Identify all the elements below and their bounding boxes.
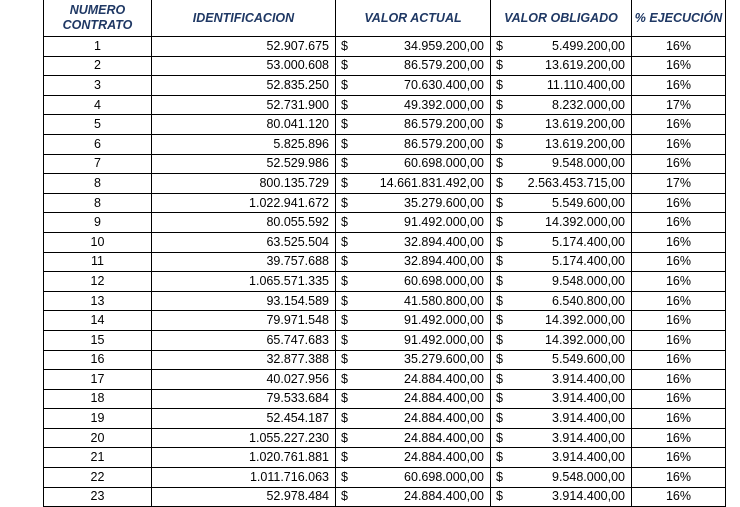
cell-valor-obligado-amount: 9.548.000,00: [552, 156, 625, 171]
cell-valor-actual-amount: 32.894.400,00: [404, 234, 484, 249]
cell-valor-obligado: [491, 448, 632, 468]
cell-valor-obligado-amount: 3.914.400,00: [552, 391, 625, 406]
cell-ejecucion: 16%: [632, 56, 726, 76]
header-identificacion: IDENTIFICACION: [152, 0, 336, 37]
cell-ejecucion: 16%: [632, 370, 726, 390]
currency-symbol: $: [496, 136, 503, 151]
cell-valor-obligado: [491, 291, 632, 311]
cell-valor-obligado: [491, 232, 632, 252]
cell-numero-contrato: 13: [44, 291, 152, 311]
cell-valor-actual: [336, 174, 491, 194]
currency-symbol: $: [496, 293, 503, 308]
header-ejecucion: % EJECUCIÓN: [632, 0, 726, 37]
cell-ejecucion: 17%: [632, 95, 726, 115]
currency-symbol: $: [341, 411, 348, 426]
currency-symbol: $: [496, 215, 503, 230]
cell-identificacion: 52.907.675: [152, 37, 336, 57]
cell-identificacion: 65.747.683: [152, 330, 336, 350]
cell-numero-contrato: 20: [44, 428, 152, 448]
cell-valor-actual-amount: 70.630.400,00: [404, 77, 484, 92]
currency-symbol: $: [341, 234, 348, 249]
currency-symbol: $: [341, 273, 348, 288]
cell-ejecucion: 16%: [632, 291, 726, 311]
table-row: [44, 389, 726, 409]
table-row: [44, 311, 726, 331]
currency-symbol: $: [496, 156, 503, 171]
currency-symbol: $: [496, 411, 503, 426]
currency-symbol: $: [341, 293, 348, 308]
cell-identificacion: 1.022.941.672: [152, 193, 336, 213]
cell-valor-obligado: [491, 428, 632, 448]
currency-symbol: $: [341, 117, 348, 132]
cell-valor-actual: [336, 76, 491, 96]
table-row: [44, 154, 726, 174]
table-row: [44, 232, 726, 252]
cell-valor-actual: [336, 448, 491, 468]
currency-symbol: $: [341, 215, 348, 230]
cell-valor-actual: [336, 291, 491, 311]
cell-numero-contrato: 15: [44, 330, 152, 350]
cell-valor-actual: [336, 272, 491, 292]
cell-numero-contrato: 3: [44, 76, 152, 96]
currency-symbol: $: [496, 195, 503, 210]
cell-valor-obligado-amount: 6.540.800,00: [552, 293, 625, 308]
cell-valor-obligado-amount: 2.563.453.715,00: [527, 175, 625, 190]
table-row: [44, 291, 726, 311]
table-row: [44, 370, 726, 390]
table-row: [44, 37, 726, 57]
currency-symbol: $: [341, 489, 348, 504]
currency-symbol: $: [496, 38, 503, 53]
cell-valor-actual: [336, 252, 491, 272]
cell-valor-actual: [336, 213, 491, 233]
cell-identificacion: 79.533.684: [152, 389, 336, 409]
cell-valor-obligado: [491, 115, 632, 135]
cell-ejecucion: 16%: [632, 134, 726, 154]
currency-symbol: $: [341, 195, 348, 210]
cell-valor-obligado: [491, 311, 632, 331]
cell-valor-obligado: [491, 56, 632, 76]
cell-identificacion: 53.000.608: [152, 56, 336, 76]
currency-symbol: $: [496, 430, 503, 445]
cell-ejecucion: 16%: [632, 350, 726, 370]
table-row: [44, 115, 726, 135]
currency-symbol: $: [496, 234, 503, 249]
cell-valor-obligado-amount: 3.914.400,00: [552, 371, 625, 386]
currency-symbol: $: [341, 58, 348, 73]
cell-identificacion: 1.065.571.335: [152, 272, 336, 292]
cell-valor-actual: [336, 350, 491, 370]
table-row: [44, 428, 726, 448]
cell-valor-obligado: [491, 174, 632, 194]
cell-numero-contrato: 10: [44, 232, 152, 252]
cell-ejecucion: 16%: [632, 213, 726, 233]
cell-numero-contrato: 5: [44, 115, 152, 135]
currency-symbol: $: [496, 391, 503, 406]
cell-valor-actual: [336, 428, 491, 448]
cell-valor-actual-amount: 32.894.400,00: [404, 254, 484, 269]
cell-numero-contrato: 1: [44, 37, 152, 57]
cell-valor-actual-amount: 49.392.000,00: [404, 97, 484, 112]
cell-identificacion: 32.877.388: [152, 350, 336, 370]
cell-valor-obligado-amount: 5.549.600,00: [552, 352, 625, 367]
currency-symbol: $: [496, 469, 503, 484]
cell-numero-contrato: 2: [44, 56, 152, 76]
cell-ejecucion: 16%: [632, 468, 726, 488]
cell-ejecucion: 16%: [632, 154, 726, 174]
cell-numero-contrato: 22: [44, 468, 152, 488]
cell-valor-actual-amount: 14.661.831.492,00: [379, 175, 484, 190]
cell-valor-obligado-amount: 13.619.200,00: [545, 136, 625, 151]
cell-valor-obligado: [491, 252, 632, 272]
cell-valor-obligado-amount: 11.110.400,00: [546, 77, 625, 92]
currency-symbol: $: [496, 489, 503, 504]
currency-symbol: $: [496, 77, 503, 92]
cell-valor-obligado: [491, 76, 632, 96]
cell-identificacion: 39.757.688: [152, 252, 336, 272]
cell-valor-actual: [336, 115, 491, 135]
cell-numero-contrato: 11: [44, 252, 152, 272]
cell-identificacion: 52.731.900: [152, 95, 336, 115]
currency-symbol: $: [341, 97, 348, 112]
currency-symbol: $: [341, 430, 348, 445]
table-row: [44, 448, 726, 468]
cell-valor-obligado-amount: 5.499.200,00: [552, 38, 625, 53]
currency-symbol: $: [341, 38, 348, 53]
cell-numero-contrato: 6: [44, 134, 152, 154]
currency-symbol: $: [341, 313, 348, 328]
cell-valor-actual-amount: 24.884.400,00: [404, 450, 484, 465]
cell-identificacion: 52.978.484: [152, 487, 336, 507]
cell-valor-obligado-amount: 13.619.200,00: [545, 117, 625, 132]
cell-numero-contrato: 9: [44, 213, 152, 233]
cell-numero-contrato: 21: [44, 448, 152, 468]
cell-valor-actual-amount: 35.279.600,00: [404, 195, 484, 210]
cell-valor-obligado: [491, 95, 632, 115]
cell-valor-actual-amount: 41.580.800,00: [404, 293, 484, 308]
cell-valor-actual: [336, 193, 491, 213]
cell-valor-obligado-amount: 3.914.400,00: [552, 430, 625, 445]
currency-symbol: $: [496, 97, 503, 112]
cell-valor-obligado-amount: 5.174.400,00: [552, 234, 625, 249]
cell-ejecucion: 16%: [632, 389, 726, 409]
cell-ejecucion: 17%: [632, 174, 726, 194]
cell-valor-actual-amount: 24.884.400,00: [404, 391, 484, 406]
cell-valor-obligado-amount: 5.174.400,00: [552, 254, 625, 269]
currency-symbol: $: [341, 156, 348, 171]
cell-valor-obligado-amount: 9.548.000,00: [552, 469, 625, 484]
cell-numero-contrato: 16: [44, 350, 152, 370]
currency-symbol: $: [341, 136, 348, 151]
currency-symbol: $: [341, 371, 348, 386]
cell-valor-actual-amount: 60.698.000,00: [404, 156, 484, 171]
currency-symbol: $: [341, 254, 348, 269]
table-row: [44, 468, 726, 488]
contracts-table-container: [43, 0, 723, 507]
cell-valor-actual-amount: 91.492.000,00: [404, 313, 484, 328]
table-row: [44, 487, 726, 507]
header-valor-actual: VALOR ACTUAL: [336, 0, 491, 37]
currency-symbol: $: [496, 352, 503, 367]
cell-valor-actual-amount: 60.698.000,00: [404, 469, 484, 484]
cell-numero-contrato: 4: [44, 95, 152, 115]
table-header-row: [44, 0, 726, 37]
cell-valor-obligado: [491, 389, 632, 409]
cell-identificacion: 52.835.250: [152, 76, 336, 96]
contracts-table: [43, 0, 726, 507]
currency-symbol: $: [496, 371, 503, 386]
table-row: [44, 95, 726, 115]
header-valor-obligado: VALOR OBLIGADO: [491, 0, 632, 37]
currency-symbol: $: [496, 273, 503, 288]
currency-symbol: $: [496, 117, 503, 132]
cell-identificacion: 800.135.729: [152, 174, 336, 194]
cell-numero-contrato: 7: [44, 154, 152, 174]
table-row: [44, 272, 726, 292]
cell-valor-obligado: [491, 154, 632, 174]
table-row: [44, 252, 726, 272]
currency-symbol: $: [341, 352, 348, 367]
cell-ejecucion: 16%: [632, 115, 726, 135]
table-body: [44, 37, 726, 507]
cell-valor-obligado-amount: 3.914.400,00: [552, 450, 625, 465]
table-row: [44, 174, 726, 194]
cell-valor-actual-amount: 24.884.400,00: [404, 371, 484, 386]
cell-valor-obligado-amount: 14.392.000,00: [545, 215, 625, 230]
table-row: [44, 213, 726, 233]
table-row: [44, 134, 726, 154]
cell-identificacion: 63.525.504: [152, 232, 336, 252]
cell-ejecucion: 16%: [632, 37, 726, 57]
cell-ejecucion: 16%: [632, 409, 726, 429]
cell-valor-actual: [336, 37, 491, 57]
cell-ejecucion: 16%: [632, 76, 726, 96]
cell-valor-obligado-amount: 5.549.600,00: [552, 195, 625, 210]
cell-valor-actual-amount: 91.492.000,00: [404, 332, 484, 347]
cell-valor-actual: [336, 232, 491, 252]
currency-symbol: $: [496, 450, 503, 465]
cell-valor-actual-amount: 60.698.000,00: [404, 273, 484, 288]
cell-valor-obligado: [491, 370, 632, 390]
cell-ejecucion: 16%: [632, 330, 726, 350]
cell-numero-contrato: 8: [44, 193, 152, 213]
header-numero-contrato: NUMERO CONTRATO: [44, 0, 152, 37]
cell-identificacion: 52.454.187: [152, 409, 336, 429]
table-row: [44, 76, 726, 96]
cell-numero-contrato: 18: [44, 389, 152, 409]
cell-valor-obligado-amount: 13.619.200,00: [545, 58, 625, 73]
cell-ejecucion: 16%: [632, 428, 726, 448]
cell-valor-obligado-amount: 8.232.000,00: [552, 97, 625, 112]
cell-valor-obligado: [491, 213, 632, 233]
cell-valor-actual-amount: 24.884.400,00: [404, 430, 484, 445]
cell-valor-actual: [336, 389, 491, 409]
cell-valor-actual: [336, 468, 491, 488]
cell-valor-actual: [336, 56, 491, 76]
cell-ejecucion: 16%: [632, 311, 726, 331]
cell-identificacion: 1.011.716.063: [152, 468, 336, 488]
cell-valor-actual-amount: 91.492.000,00: [404, 215, 484, 230]
cell-valor-actual: [336, 330, 491, 350]
currency-symbol: $: [496, 175, 503, 190]
cell-numero-contrato: 23: [44, 487, 152, 507]
cell-valor-actual: [336, 370, 491, 390]
cell-identificacion: 52.529.986: [152, 154, 336, 174]
cell-valor-obligado: [491, 487, 632, 507]
table-row: [44, 56, 726, 76]
cell-valor-obligado: [491, 272, 632, 292]
cell-valor-actual: [336, 134, 491, 154]
cell-ejecucion: 16%: [632, 252, 726, 272]
cell-identificacion: 1.020.761.881: [152, 448, 336, 468]
table-row: [44, 409, 726, 429]
cell-valor-actual-amount: 24.884.400,00: [404, 489, 484, 504]
cell-valor-obligado-amount: 14.392.000,00: [545, 313, 625, 328]
cell-valor-obligado-amount: 3.914.400,00: [552, 489, 625, 504]
cell-ejecucion: 16%: [632, 272, 726, 292]
currency-symbol: $: [341, 391, 348, 406]
cell-valor-actual-amount: 35.279.600,00: [404, 352, 484, 367]
cell-valor-actual-amount: 86.579.200,00: [404, 58, 484, 73]
currency-symbol: $: [341, 175, 348, 190]
cell-valor-actual-amount: 34.959.200,00: [404, 38, 484, 53]
cell-identificacion: 80.055.592: [152, 213, 336, 233]
currency-symbol: $: [496, 58, 503, 73]
cell-numero-contrato: 17: [44, 370, 152, 390]
cell-valor-actual-amount: 24.884.400,00: [404, 411, 484, 426]
cell-valor-actual-amount: 86.579.200,00: [404, 136, 484, 151]
currency-symbol: $: [341, 469, 348, 484]
cell-identificacion: 93.154.589: [152, 291, 336, 311]
cell-identificacion: 40.027.956: [152, 370, 336, 390]
table-row: [44, 193, 726, 213]
cell-valor-obligado: [491, 330, 632, 350]
cell-numero-contrato: 12: [44, 272, 152, 292]
cell-valor-actual: [336, 311, 491, 331]
cell-numero-contrato: 14: [44, 311, 152, 331]
cell-valor-obligado-amount: 14.392.000,00: [545, 332, 625, 347]
cell-numero-contrato: 8: [44, 174, 152, 194]
cell-identificacion: 80.041.120: [152, 115, 336, 135]
cell-valor-actual-amount: 86.579.200,00: [404, 117, 484, 132]
table-row: [44, 350, 726, 370]
currency-symbol: $: [341, 450, 348, 465]
cell-valor-obligado-amount: 9.548.000,00: [552, 273, 625, 288]
cell-valor-obligado: [491, 134, 632, 154]
cell-ejecucion: 16%: [632, 487, 726, 507]
currency-symbol: $: [496, 254, 503, 269]
cell-valor-actual: [336, 154, 491, 174]
cell-valor-obligado: [491, 193, 632, 213]
table-row: [44, 330, 726, 350]
cell-identificacion: 5.825.896: [152, 134, 336, 154]
currency-symbol: $: [496, 332, 503, 347]
cell-numero-contrato: 19: [44, 409, 152, 429]
cell-valor-actual: [336, 95, 491, 115]
currency-symbol: $: [341, 332, 348, 347]
cell-valor-obligado: [491, 37, 632, 57]
currency-symbol: $: [341, 77, 348, 92]
cell-valor-actual: [336, 487, 491, 507]
cell-valor-actual: [336, 409, 491, 429]
cell-valor-obligado: [491, 350, 632, 370]
cell-valor-obligado-amount: 3.914.400,00: [552, 411, 625, 426]
currency-symbol: $: [496, 313, 503, 328]
cell-ejecucion: 16%: [632, 232, 726, 252]
cell-ejecucion: 16%: [632, 448, 726, 468]
cell-valor-obligado: [491, 468, 632, 488]
cell-ejecucion: 16%: [632, 193, 726, 213]
cell-identificacion: 79.971.548: [152, 311, 336, 331]
cell-identificacion: 1.055.227.230: [152, 428, 336, 448]
cell-valor-obligado: [491, 409, 632, 429]
